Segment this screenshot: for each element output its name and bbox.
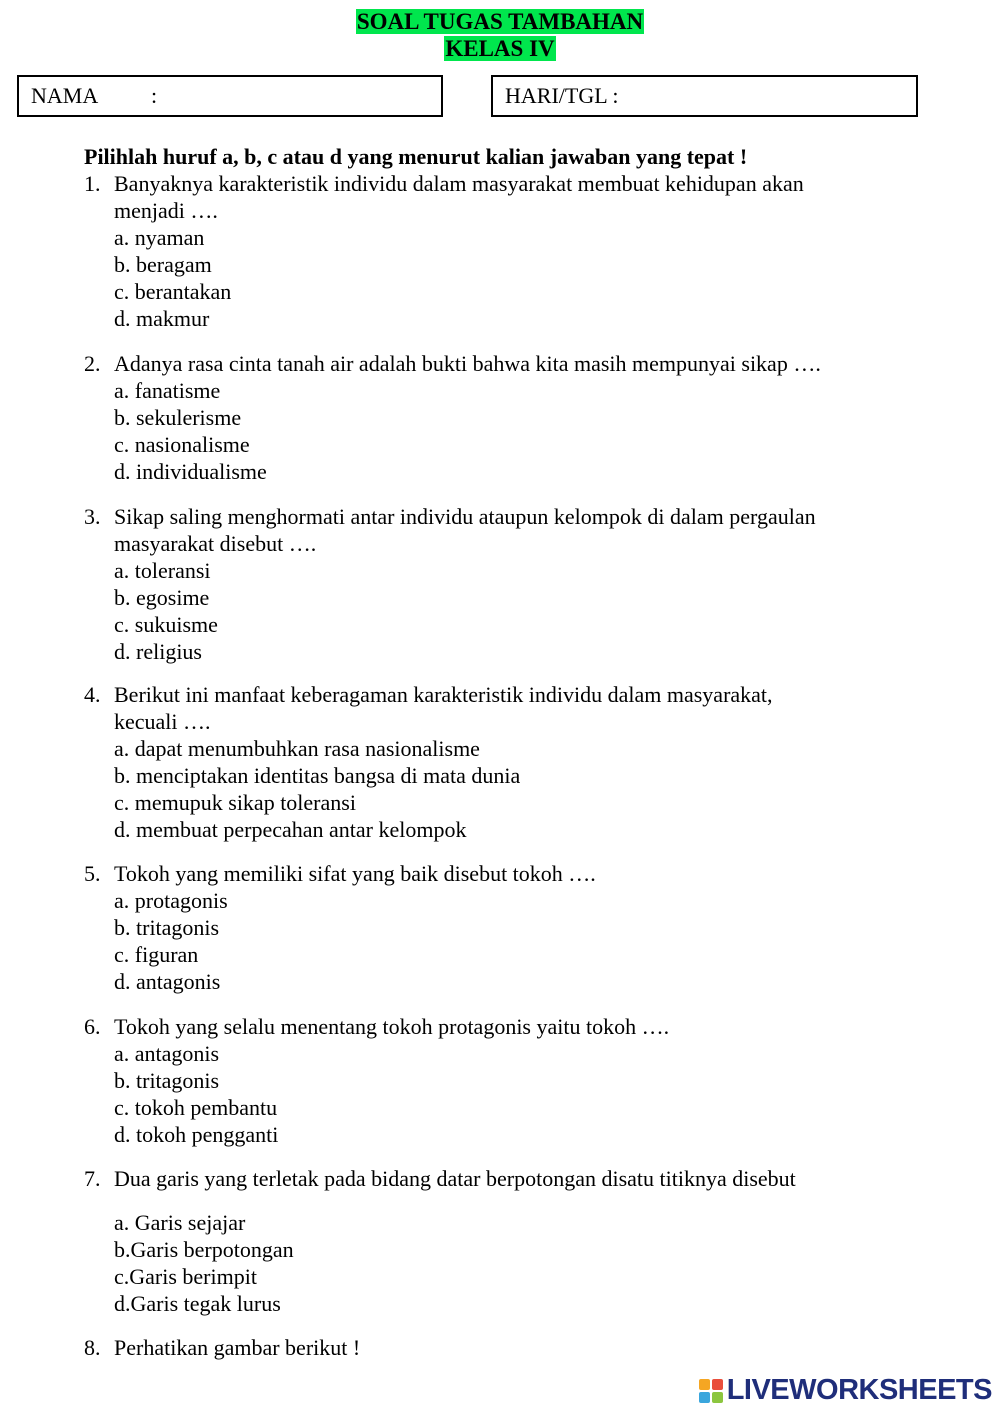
question-7 [84,1165,904,1317]
option-c[interactable]: c. tokoh pembantu [114,1095,278,1120]
name-colon: : [151,83,158,108]
date-field[interactable] [491,75,918,117]
question-2 [84,350,904,485]
question-number: 3. [84,504,101,529]
question-3 [84,503,904,665]
option-d[interactable]: d. membuat perpecahan antar kelompok [114,817,467,842]
option-list [114,224,904,332]
question-number: 1. [84,171,101,196]
option-list [114,377,904,485]
option-b[interactable]: b.Garis berpotongan [114,1237,294,1262]
class-label: KELAS IV [445,36,555,61]
liveworksheets-logo-icon [699,1379,723,1403]
option-c[interactable]: c. nasionalisme [114,432,250,457]
logo-square-4 [712,1392,723,1403]
option-a[interactable]: a. antagonis [114,1041,220,1066]
date-label: HARI/TGL : [505,83,619,108]
question-number: 2. [84,351,101,376]
logo-square-3 [699,1392,710,1403]
option-a[interactable]: a. nyaman [114,225,205,250]
worksheet-title: SOAL TUGAS TAMBAHAN [356,9,644,34]
option-d[interactable]: d. makmur [114,306,210,331]
option-list [114,887,904,995]
question-number: 7. [84,1166,101,1191]
option-a[interactable]: a. protagonis [114,888,228,913]
question-5 [84,860,904,995]
question-number: 8. [84,1335,101,1360]
option-a[interactable]: a. toleransi [114,558,211,583]
option-d[interactable]: d. individualisme [114,459,267,484]
question-text: Adanya rasa cinta tanah air adalah bukti bahwa kita masih mempunyai sikap …. [114,351,821,376]
option-d[interactable]: d.Garis tegak lurus [114,1291,281,1316]
option-c[interactable]: c.Garis berimpit [114,1264,257,1289]
option-list [114,735,904,843]
instruction: Pilihlah huruf a, b, c atau d yang menurut kalian jawaban yang tepat ! [84,144,748,169]
logo-square-2 [712,1379,723,1390]
question-text: Dua garis yang terletak pada bidang datar berpotongan disatu titiknya disebut [114,1166,796,1191]
option-list [114,1209,904,1317]
watermark-text: LIVEWORKSHEETS [726,1374,992,1406]
question-text: Tokoh yang memiliki sifat yang baik disebut tokoh …. [114,861,596,886]
option-list [114,557,904,665]
question-number: 4. [84,682,101,707]
option-c[interactable]: c. memupuk sikap toleransi [114,790,356,815]
name-label: NAMA [31,83,99,108]
question-number: 6. [84,1014,101,1039]
question-text: Berikut ini manfaat keberagaman karakteristik individu dalam masyarakat, kecuali …. [114,682,773,734]
option-b[interactable]: b. beragam [114,252,212,277]
logo-square-1 [699,1379,710,1390]
question-6 [84,1013,904,1148]
question-text: Perhatikan gambar berikut ! [114,1335,361,1360]
question-text: Tokoh yang selalu menentang tokoh protagonis yaitu tokoh …. [114,1014,670,1039]
question-8 [84,1334,904,1361]
question-text: Sikap saling menghormati antar individu ataupun kelompok di dalam pergaulan masyarakat disebut …. [114,504,816,556]
option-b[interactable]: b. menciptakan identitas bangsa di mata dunia [114,763,521,788]
question-text: Banyaknya karakteristik individu dalam masyarakat membuat kehidupan akan menjadi …. [114,171,804,223]
option-list [114,1040,904,1148]
option-b[interactable]: b. egosime [114,585,210,610]
option-b[interactable]: b. sekulerisme [114,405,242,430]
option-d[interactable]: d. religius [114,639,202,664]
option-c[interactable]: c. berantakan [114,279,232,304]
question-1 [84,170,904,332]
option-b[interactable]: b. tritagonis [114,915,220,940]
question-number: 5. [84,861,101,886]
option-a[interactable]: a. Garis sejajar [114,1210,246,1235]
option-c[interactable]: c. sukuisme [114,612,218,637]
option-c[interactable]: c. figuran [114,942,199,967]
option-d[interactable]: d. tokoh pengganti [114,1122,279,1147]
option-a[interactable]: a. dapat menumbuhkan rasa nasionalisme [114,736,480,761]
option-d[interactable]: d. antagonis [114,969,221,994]
question-4 [84,681,904,843]
option-b[interactable]: b. tritagonis [114,1068,220,1093]
option-a[interactable]: a. fanatisme [114,378,221,403]
liveworksheets-watermark [699,1374,992,1407]
name-field[interactable] [17,75,443,117]
